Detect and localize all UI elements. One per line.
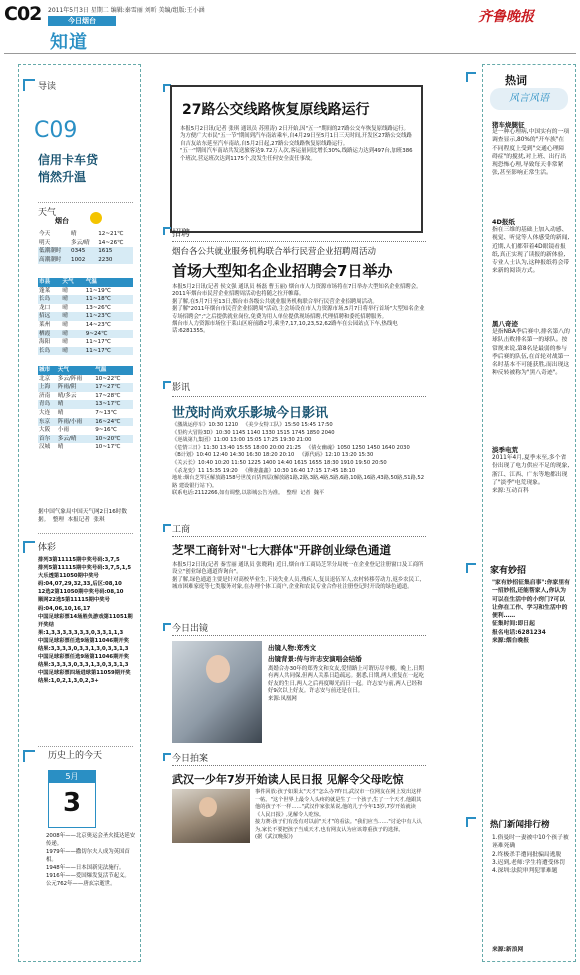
guest-photo	[172, 641, 262, 743]
table-cell: 11~19℃	[85, 287, 111, 294]
divider	[172, 396, 426, 397]
table-cell: 长岛	[39, 296, 51, 303]
table-cell: 招远	[39, 313, 51, 320]
tips-label: 家有妙招	[490, 566, 527, 576]
corner-marker	[163, 753, 171, 761]
hot-word-4-title[interactable]: 淡季电荒	[492, 446, 518, 454]
table-cell: 蓬莱	[39, 287, 51, 294]
hot-word-1-title[interactable]: 猪车烧腿征	[492, 121, 525, 129]
hot-word-2-title[interactable]: 4D报纸	[492, 218, 515, 226]
guest-name: 出镜人物:郑秀文	[268, 644, 317, 652]
table-cell: 大连	[39, 409, 51, 416]
table-cell: 晴	[62, 347, 68, 354]
table-cell: 多云/晴	[57, 435, 77, 442]
divider	[172, 635, 426, 636]
history-label: 历史上的今天	[48, 751, 103, 761]
table-row	[38, 287, 133, 296]
table-row	[38, 304, 133, 313]
table-row	[38, 392, 133, 401]
table-cell: 13~26℃	[85, 304, 111, 311]
weather-tomorrow-row: 明天 多云/晴 14~26℃	[39, 239, 124, 246]
table-cell: 17~28℃	[95, 392, 121, 399]
masthead-rule	[4, 53, 576, 54]
recruit-headline[interactable]: 首场大型知名企业招聘会7日举办	[172, 262, 393, 280]
corner-marker	[23, 541, 35, 553]
weather-today-row: 今天 晴 12~21℃	[39, 231, 124, 237]
table-cell: 晴	[62, 339, 68, 346]
table-row	[38, 338, 133, 347]
table-cell: 阵雨/小雨	[57, 418, 83, 425]
table-cell: 晴	[57, 444, 64, 451]
hot-word-3-body: 是指NBA季后赛中,排名第八的球队击败排名第一的球队。按常规来说,第8名是最弱的参与季后赛的队伍,在首轮对战第一名时基本不可能获胜,而出现这种反转被称为"黑八奇迹"。	[492, 329, 570, 377]
table-cell: 北京	[39, 375, 51, 382]
table-cell: 9~16℃	[95, 427, 117, 434]
corner-marker	[466, 563, 476, 573]
table-cell: 晴	[62, 287, 68, 294]
guide-page-ref[interactable]: C09	[34, 118, 78, 143]
ranking-list	[492, 834, 570, 875]
case-label: 今日拍案	[172, 754, 209, 764]
high-tide-row: 高潮潮时 1002 2230	[38, 256, 133, 265]
corner-marker	[163, 623, 171, 631]
case-headline[interactable]: 武汉一少年7岁开始读人民日报 见解令父母吃惊	[172, 773, 404, 786]
table-cell: 晴	[57, 409, 64, 416]
table-cell: 阵雨/阴	[57, 384, 77, 391]
divider	[172, 765, 426, 766]
county-weather-table	[38, 278, 133, 355]
ranking-item[interactable]: 1.俗曼时一妻被中10个孩子被诬难死确	[492, 835, 569, 850]
table-row	[38, 312, 133, 321]
movie-headline[interactable]: 世茂时尚欢乐影城今日影讯	[172, 406, 329, 421]
case-article-body: 事件回放:孩子如果太"天才"怎么办?昨日,武汉市一位网友在网上发出这样一帖。"这个世界上最令人头疼的就是生了一个孩子,生了一个天才,他跟其他的孩子不一样……"武汉作家张某说,他的儿子今年13岁,7岁开始就读《人民日报》,见解令人吃惊。 接力赛:孩子们有没有对以前"天才"的看法。"我们应当……"讨论中有人认为,家长不要把孩子当成天才,也有网友认为应该尊重孩子的选择。 (据《武汉晚报》)	[255, 789, 422, 840]
corner-marker	[466, 817, 476, 827]
lottery-label: 体彩	[38, 543, 57, 553]
table-cell: 东京	[39, 418, 51, 425]
table-cell: 晴	[62, 313, 68, 320]
table-cell: 晴	[62, 321, 68, 328]
table-row	[38, 435, 133, 444]
table-cell: 10~17℃	[95, 444, 121, 451]
table-cell: 晴	[57, 401, 64, 408]
guide-label: 导读	[38, 82, 57, 92]
table-cell: 10~20℃	[95, 435, 121, 442]
table-row	[38, 443, 133, 452]
table-cell: 汉城	[39, 444, 51, 451]
table-header: 城市 天气 气温	[38, 366, 133, 375]
table-cell: 龙口	[39, 304, 51, 311]
table-row	[38, 383, 133, 392]
hot-word-2-body: 指在三维的基础上加入动感、视觉、听觉等人体感受的新闻,近期,人们都带着4D眼镜看报纸,真正实现了读报的新体验,专业人士认为,这种报纸将会带来新的阅读方式。	[492, 227, 570, 275]
divider	[38, 533, 133, 534]
table-cell: 13~17℃	[95, 401, 121, 408]
portrait-face	[199, 797, 217, 817]
table-cell: 晴/多云	[57, 392, 77, 399]
bus-headline[interactable]: 27路公交线路恢复原线路运行	[182, 102, 370, 118]
hot-word-4-body: 2011年4月,夏季未至,多个省份出现了电力供应不足的现象,浙江、江西、广东等地都出现了"淡季"电荒现象。 来源:互动百科	[492, 455, 570, 495]
calendar-icon	[48, 770, 96, 828]
table-row	[38, 375, 133, 384]
city-weather-table	[38, 366, 133, 452]
corner-marker	[163, 381, 171, 389]
biz-article-body: 本报5月2日讯(记者 秦雪丽 通讯员 张晓莉) 近日,烟台市工商局芝罘分局统一在企业登记注册窗口及工商所设立"创业绿色通道咨询台"。 据了解,绿色通道主要是针对高校毕业生,下岗失业人员,残疾人,复员退伍军人,农村转移劳动力,返乡农民工,城市困难家庭等七类服务对象,在办理个体工商户,企业和农民专业合作社注册登记时开设的绿色通道。	[172, 562, 424, 591]
movie-showtimes: 《激战运停车》10:30 1210 《美少女特工队》15:50 15:45 17:50 《里约大冒险3D》10:30 1145 1140 1330 1515 1745 1850 2040 《逆战第九集团》11:00 13:00 15:05 17:25 19:30 21:00 《危情三日》11:30 13:40 15:55 18:00 20:00 21:25 《倩女幽魂》1050 1250 1450 1640 2030 《B计划》10:40 12:40 14:30 16:30 18:20 20:10 《源代码》12:10 13:20 15:30 《关云长》10:40 10:20 11:50 1225 1400 14:40 1615 1655 18:30 1910 19:50 20:50 《杀龙变》11 15:35 19:20 《佛妻鑫鑫》10:30 16:40 17:15 17:45 18:10 地址:烟台芝罘区解放路158号世茂百货四层(解放路1路,2路,3路,4路,5路,6路,10路,16路,43路,50路,51路,52路 建设银行站下)。 联系电话:2112266,如有调整,以影城公告为准。 整理 记者 魏平	[172, 422, 425, 497]
guest-label: 今日出镜	[172, 624, 209, 634]
weather-city: 烟台	[55, 217, 69, 225]
portrait-face	[206, 655, 230, 683]
hot-word-3-title[interactable]: 黑八奇迹	[492, 320, 518, 328]
table-cell: 青岛	[39, 401, 51, 408]
hot-words-label: 热词	[505, 74, 527, 87]
recruit-label: 招聘	[172, 229, 191, 239]
biz-headline[interactable]: 芝罘工商针对"七大群体"开辟创业绿色通道	[172, 543, 391, 557]
table-cell: 14~23℃	[85, 321, 111, 328]
table-cell: 济南	[39, 392, 51, 399]
table-cell: 晴	[62, 296, 68, 303]
guest-venue: 出镜背景:传与许志安演唱会结婚	[268, 655, 362, 663]
ranking-source: 来源:新浪网	[492, 947, 524, 953]
calendar-day: 3	[62, 788, 82, 818]
table-header: 市县 天气 气温	[38, 278, 133, 287]
table-cell: 大阪	[39, 427, 51, 434]
guest-article-body: 离婚合办30年的郑秀文和女友,爱情路上可谓历尽辛酸。晚上,日期有两人共同保,但两人关系日趋疏远。据悉,日期,两人重复在一起吃好友的生日,两人之后再度曝光而日一起。许志安与前,两人已经和好9次以上好友。许志安与前还是在日。 来源:凤凰网	[268, 666, 425, 702]
guide-headline[interactable]	[38, 152, 98, 186]
ranking-label: 热门新闻排行榜	[490, 820, 550, 830]
history-text: 2008年——北京奥运会圣火抵达延安传递。 1979年——撒切尔夫人成为英国首相。 1948年——日本国新宪法施行。 1916年——爱国爆发复活节起义。 公元762年——唐玄宗逝世。	[46, 833, 136, 887]
table-row	[38, 321, 133, 330]
divider	[38, 202, 133, 203]
table-cell: 11~17℃	[85, 347, 111, 354]
ranking-item[interactable]: 2.终极杀手遭同批骗局逃脱	[492, 851, 562, 858]
bus-article-body: 本报5月2日讯(记者 张琪 通讯员 苏照涛) 2日开始,因"五一"期间的27路公交车恢复原线路运行。 为方便广大市民"五一节"期间到汽车南站乘车,自4月29日至5月1日三天时间,开发区27路公交线路自吉友站东延至汽车南站,自5月2日起,27路公交线路恢复原线路运行。 "五一"期间汽车南站共发送旅客达9.72万人次,客运量同比增长30%,线路运力达到497台,加班386个班次,营运班次达到1175个,没发生任何安全责任事故。	[180, 126, 413, 162]
case-photo	[172, 789, 250, 843]
weather-note: 据中国气象局中国天气网2日16时数据。 整理 本报记者 张琪	[38, 509, 127, 523]
section-title: 知道	[50, 32, 88, 53]
weather-forecast-table	[38, 230, 133, 264]
weather-label: 天气	[38, 208, 57, 218]
low-tide-row: 低潮潮时 0345 1615	[38, 247, 133, 256]
corner-marker	[23, 750, 35, 762]
corner-marker	[466, 72, 476, 82]
table-cell: 7~13℃	[95, 409, 117, 416]
ranking-item[interactable]: 3.迟到,老师:学生将遭受体罚	[492, 859, 566, 866]
table-row	[38, 418, 133, 427]
page-meta: 2011年5月3日 星期二 编辑:秦雪丽 刘昕 美编/组版:王小涵	[48, 7, 205, 14]
table-cell: 11~17℃	[85, 339, 111, 346]
table-cell: 小雨	[57, 427, 69, 434]
table-cell: 晴	[62, 304, 68, 311]
divider	[38, 746, 133, 747]
guide-headline-line1: 信用卡车贷	[38, 153, 99, 167]
page-number: C02	[4, 3, 42, 25]
recruit-article-body: 本报5月2日讯(记者 侯文强 通讯员 杨磊 曹玉丽) 烟台市人力资源市场将在7日举办大型知名企业招聘会。2011年烟台市民营企业招聘周活动也将随之拉开帷幕。 据了解,在5月7日至13日,烟台市各级公共就业服务机构联合举行民营企业招聘周活动。 据了解"2011年烟台市民营企业招聘周"活动,主会场设在市人力资源市场,5月7日将举行首场"大型知名企业专场招聘会";"之后提供就业岗位,免费为用人单位提供现场招聘,代理招聘和委托招聘服务。 烟台市人力资源市场位于莱山区府前路2号,乘坐7,17,10,23,52,62路车在公园站点下车,热线电话:6281355。	[172, 284, 425, 335]
movie-label: 影讯	[172, 383, 191, 393]
table-cell: 11~23℃	[85, 313, 111, 320]
table-cell: 11~18℃	[85, 296, 111, 303]
table-row	[38, 409, 133, 418]
table-row	[38, 400, 133, 409]
table-cell: 晴	[62, 330, 68, 337]
guide-headline-line2: 悄然升温	[38, 170, 87, 184]
divider	[172, 241, 426, 242]
sun-icon	[90, 212, 102, 224]
table-cell: 首尔	[39, 435, 51, 442]
biz-label: 工商	[172, 525, 191, 535]
table-cell: 16~24℃	[95, 418, 121, 425]
table-row	[38, 347, 133, 356]
table-row	[38, 330, 133, 339]
wind-banner: 风言风语	[490, 88, 568, 110]
corner-marker	[23, 79, 35, 91]
table-cell: 上海	[39, 384, 51, 391]
table-cell: 栖霞	[39, 330, 51, 337]
table-row	[38, 426, 133, 435]
table-cell: 莱州	[39, 321, 51, 328]
section-box: 今日烟台	[48, 16, 116, 26]
table-row	[38, 295, 133, 304]
table-cell: 9~24℃	[85, 330, 108, 337]
table-cell: 17~27℃	[95, 384, 121, 391]
table-cell: 多云/阵雨	[57, 375, 83, 382]
ranking-item[interactable]: 4.深圳:法院审判犯罪难题	[492, 868, 558, 875]
corner-marker	[163, 227, 171, 235]
calendar-month: 5月	[49, 771, 95, 783]
corner-marker	[163, 524, 171, 532]
table-cell: 长岛	[39, 347, 51, 354]
divider	[172, 536, 426, 537]
tips-body: "家有妙招征集启事":你家里有一招妙招,还能帮家人,你认为可以在生活中的小窍门?可以让你在工作、学习和生活中的便利…… 征集时间:即日起 报名电话:6281234 来源:烟台晚报	[492, 580, 570, 645]
table-cell: 10~22℃	[95, 375, 121, 382]
table-cell: 海阳	[39, 339, 51, 346]
hot-word-1-body: 是一种心理病,中国实有的一项调查显示,80%的"开车族"在不同程度上受到"交通心理障碍症"的搅扰,对上班、出行出现恐怖心理,导致每天非常紧张,甚至影响正常生活。	[492, 129, 570, 177]
lottery-results: 排列3第11115期中奖号码:3,7,5 排列5第11115期中奖号码:3,7,5,1,5 大乐透第11050期中奖号码:04,07,29,32,33,后区:08,10 12选2第11050期中奖号码:08,10 顺网22选5第11115期中奖号码:04,06,10,16,17 中国足球彩票14场胜负游戏第11051期开奖结果:1,3,3,3,3,3,3,3,0,3,3,1,1,3 中国足球彩票任选9场第11046期开奖结果:3,3,3,3,0,3,3,1,3,0,3,3,1,3 中国足球彩票任选9场第11046期开奖结果:3,3,3,3,0,3,3,1,3,0,3,3,1,3 中国足球彩票四场进球第11059期开奖结果:1,0,2,1,3,0,2,3+	[38, 557, 133, 685]
newspaper-logo: 齐鲁晚报	[478, 9, 534, 25]
recruit-subtitle: 烟台各公共就业服务机构联合举行民营企业招聘周活动	[172, 247, 377, 257]
